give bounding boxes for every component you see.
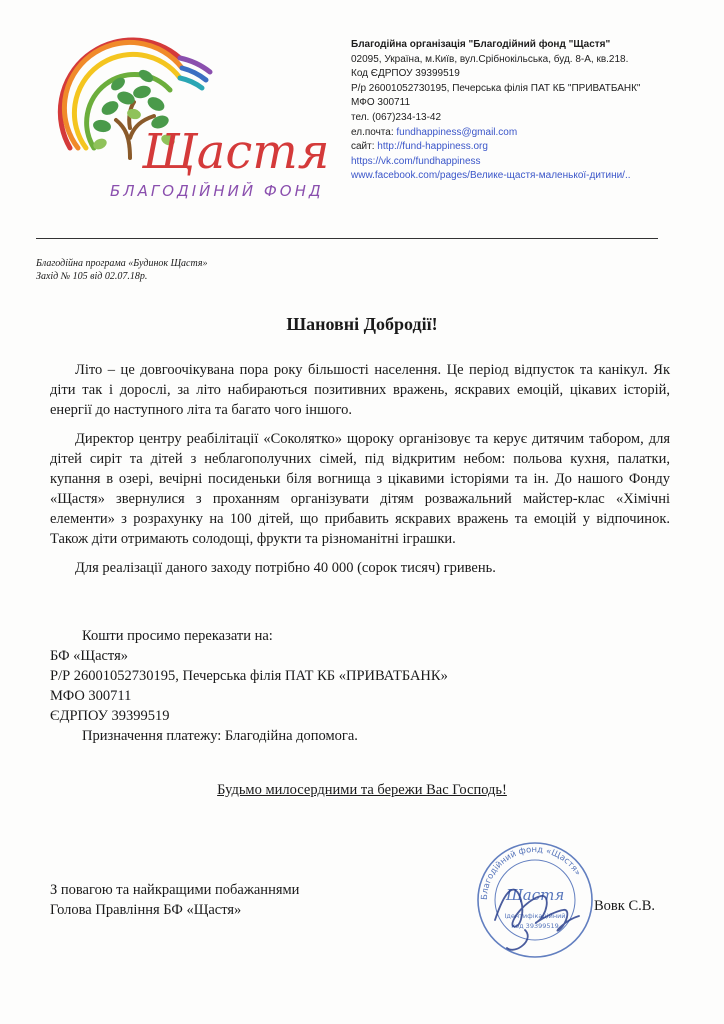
- signer-name: Вовк С.В.: [594, 898, 656, 914]
- stamp-code: код 39399519: [511, 922, 559, 930]
- body-paragraph: Директор центру реабілітації «Соколятко» щороку організовує та керує дитячим табором, для дітей сиріт та дітей з неблагополучних сімей, під відкритим небом: польова кухня, палатки, купання в озері, вечірні посиденьки біля вогнища з цікавими історіями та ін. До нашого Фонду «Щастя» звернулися з проханням організувати дітям розважальний майстер-клас «Хімічні елементи» з розрахунку на 100 дітей, що прибавить яскравих вражень та емоцій у відпочинок. Також діти отримають солодощі, фрукти та різноманітні іграшки.: [50, 431, 670, 547]
- org-account: Р/р 26001052730195, Печерська філія ПАТ КБ "ПРИВАТБАНК": [351, 82, 641, 94]
- bank-intro: Кошти просимо переказати на:: [82, 628, 273, 644]
- stamp-code-label: Ідентифікаційний: [504, 912, 566, 920]
- stamp-ring-text: Благодійний фонд «Щастя»: [479, 844, 583, 901]
- org-address: 02095, Україна, м.Київ, вул.Срібнокільська, буд. 8-А, кв.218.: [351, 53, 629, 65]
- body-paragraph: Для реалізації даного заходу потрібно 40 000 (сорок тисяч) гривень.: [75, 560, 496, 576]
- logo-word: Щастя: [142, 124, 330, 180]
- bank-account: Р/Р 26001052730195, Печерська філія ПАТ КБ «ПРИВАТБАНК»: [50, 668, 448, 684]
- letter-title: Шановні Добродії!: [286, 314, 438, 334]
- reference-block: [36, 257, 207, 283]
- site-link[interactable]: http://fund-happiness.org: [377, 141, 488, 153]
- bank-purpose: Призначення платежу: Благодійна допомога.: [82, 728, 358, 744]
- email-link[interactable]: fundhappiness@gmail.com: [396, 126, 518, 138]
- bank-details: [50, 626, 448, 746]
- org-phone: тел. (067)234-13-42: [351, 111, 442, 123]
- site-label: сайт:: [351, 141, 378, 153]
- org-details: [351, 38, 711, 184]
- stamp-center: Щастя: [505, 886, 565, 904]
- position-line: Голова Правління БФ «Щастя»: [50, 902, 242, 918]
- regards-line: З повагою та найкращими побажаннями: [50, 882, 300, 898]
- email-label: ел.почта:: [351, 126, 397, 138]
- org-name: Благодійна організація "Благодійний фонд "Щастя": [351, 39, 611, 50]
- body-paragraph: Літо – це довгоочікувана пора року більшості населення. Це період відпусток та канікул. Як діти так і дорослі, за літо набираються позитивних вражень, яскравих емоцій, цікавих історій, енергії до наступного літа та багато чого іншого.: [50, 362, 670, 418]
- vk-link[interactable]: https://vk.com/fundhappiness: [351, 155, 481, 167]
- header-divider: [36, 238, 658, 239]
- org-mfo: МФО 300711: [351, 97, 411, 109]
- logo-subtitle: БЛАГОДІЙНИЙ ФОНД: [110, 182, 324, 200]
- event-number: Захід № 105 від 02.07.18р.: [36, 271, 148, 282]
- letter-body: [50, 360, 670, 587]
- fund-logo: [30, 28, 330, 208]
- bank-edrpou: ЄДРПОУ 39399519: [50, 708, 170, 724]
- bank-fund: БФ «Щастя»: [50, 648, 129, 664]
- facebook-link[interactable]: www.facebook.com/pages/Велике-щастя-маленької-дитини/..: [351, 170, 631, 182]
- bank-mfo: МФО 300711: [50, 688, 132, 704]
- handwritten-signature: [455, 860, 615, 960]
- signature-block: [50, 880, 299, 920]
- org-edrpou: Код ЄДРПОУ 39399519: [351, 68, 460, 80]
- program-name: Благодійна програма «Будинок Щастя»: [36, 258, 208, 269]
- closing-line: Будьмо милосердними та бережи Вас Господь!: [217, 782, 507, 798]
